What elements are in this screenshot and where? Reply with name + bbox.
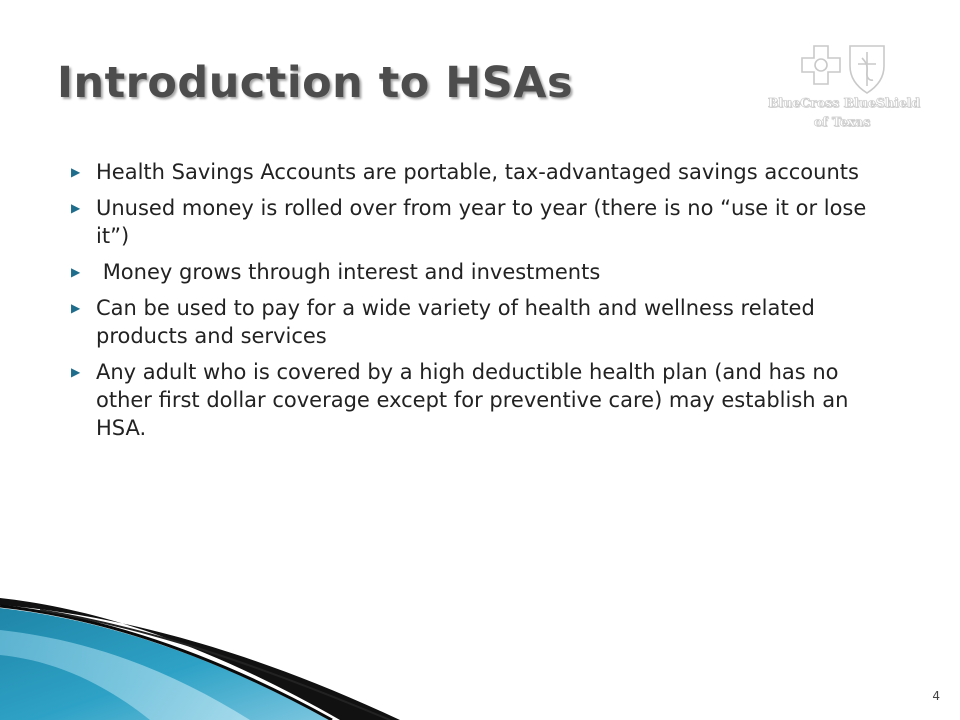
bullet-text: Money grows through interest and investments <box>96 260 601 284</box>
slide-title: Introduction to HSAs <box>57 58 574 108</box>
triangle-right-icon: ▶ <box>71 301 81 315</box>
bullet-item <box>71 194 891 250</box>
bullet-text: Health Savings Accounts are portable, tax-advantaged savings accounts <box>96 160 859 184</box>
bullet-list <box>71 158 891 450</box>
bullet-text: Unused money is rolled over from year to year (there is no “use it or lose it”) <box>96 196 873 248</box>
cross-and-shield-logo-icon <box>752 40 942 100</box>
bullet-text: Any adult who is covered by a high deductible health plan (and has no other first dollar coverage except for preventive care) may establish an HSA. <box>96 360 856 440</box>
bullet-item <box>71 294 891 350</box>
triangle-right-icon: ▶ <box>71 265 81 279</box>
bullet-text: Can be used to pay for a wide variety of health and wellness related products and services <box>96 296 822 348</box>
triangle-right-icon: ▶ <box>71 201 81 215</box>
logo-text-line1: BlueCross BlueShield <box>767 95 921 110</box>
bullet-item <box>71 258 891 286</box>
triangle-right-icon: ▶ <box>71 365 81 379</box>
bullet-item <box>71 158 891 186</box>
company-logo <box>752 40 942 132</box>
logo-text-line2: of Texas <box>813 114 871 129</box>
page-number: 4 <box>932 689 940 703</box>
bullet-item <box>71 358 891 442</box>
triangle-right-icon: ▶ <box>71 165 81 179</box>
decorative-wave <box>0 560 960 720</box>
